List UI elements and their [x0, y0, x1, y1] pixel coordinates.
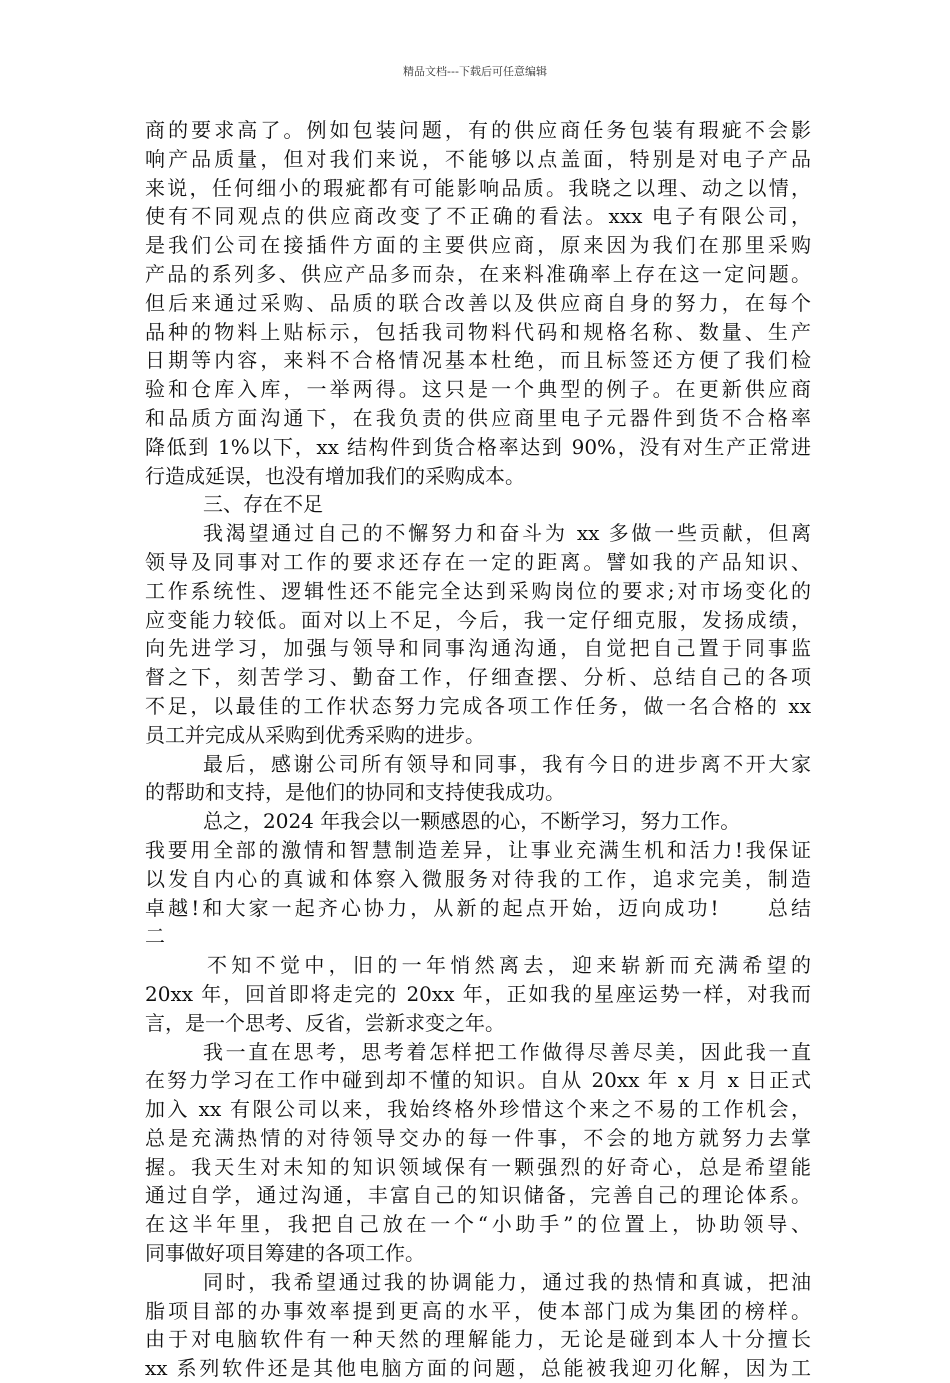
text-line: 产品的系列多、供应产品多而杂，在来料准确率上存在这一定问题。 [145, 261, 811, 286]
text-line: 商的要求高了。例如包装问题，有的供应商任务包装有瑕疵不会影 [145, 118, 811, 142]
text-line: 握。我天生对未知的知识领域保有一颗强烈的好奇心，总是希望能 [145, 1154, 811, 1179]
section-heading: 三、存在不足 [203, 492, 323, 517]
text-line: 我要用全部的激情和智慧制造差异，让事业充满生机和活力!我保证 [145, 837, 811, 862]
text-line: 我渴望通过自己的不懈努力和奋斗为 xx 多做一些贡献，但离 [203, 521, 811, 546]
text-line: 督之下，刻苦学习、勤奋工作，仔细查摆、分析、总结自己的各项 [145, 665, 811, 690]
text-line: 总是充满热情的对待领导交办的每一件事，不会的地方就努力去掌 [145, 1125, 811, 1150]
text-line: 向先进学习，加强与领导和同事沟通沟通，自觉把自己置于同事监 [145, 636, 811, 661]
text-line: 言，是一个思考、反省，尝新求变之年。 [145, 1010, 505, 1035]
page-header: 精品文档---下载后可任意编辑 [403, 65, 547, 78]
text-line: 总之，2024 年我会以一颗感恩的心，不断学习，努力工作。 [203, 809, 741, 834]
text-line: xx 系列软件还是其他电脑方面的问题，总能被我迎刃化解，因为工 [145, 1356, 811, 1381]
text-line: 降低到 1%以下，xx 结构件到货合格率达到 90%，没有对生产正常进 [145, 434, 811, 459]
text-line: 和品质方面沟通下，在我负责的供应商里电子元器件到货不合格率 [145, 405, 811, 430]
text-line: 不知不觉中，旧的一年悄然离去，迎来崭新而充满希望的 [207, 953, 811, 978]
text-line: 以发自内心的真诚和体察入微服务对待我的工作，追求完美，制造 [145, 866, 811, 891]
document-body [145, 116, 811, 1383]
text-line: 脂项目部的办事效率提到更高的水平，使本部门成为集团的榜样。 [145, 1298, 811, 1323]
text-line: 在这半年里，我把自己放在一个“小助手”的位置上，协助领导、 [145, 1212, 811, 1237]
text-line: 品种的物料上贴标示，包括我司物料代码和规格名称、数量、生产 [145, 319, 811, 344]
text-line: 不足，以最佳的工作状态努力完成各项工作任务，做一名合格的 xx [145, 693, 811, 718]
text-line: 应变能力较低。面对以上不足，今后，我一定仔细克服，发扬成绩， [145, 607, 811, 632]
text-line: 同事做好项目筹建的各项工作。 [145, 1241, 425, 1266]
text-line: 同时，我希望通过我的协调能力，通过我的热情和真诚，把油 [203, 1269, 811, 1294]
text-line: 响产品质量，但对我们来说，不能够以点盖面，特别是对电子产品 [145, 146, 811, 171]
text-line: 使有不同观点的供应商改变了不正确的看法。xxx 电子有限公司， [145, 204, 811, 229]
text-line: 验和仓库入库，一举两得。这只是一个典型的例子。在更新供应商 [145, 377, 811, 402]
text-line: 工作系统性、逻辑性还不能完全达到采购岗位的要求;对市场变化的 [145, 578, 811, 603]
text-line: 卓越!和大家一起齐心协力，从新的起点开始，迈向成功! 总结 [145, 895, 811, 920]
text-line: 20xx 年，回首即将走完的 20xx 年，正如我的星座运势一样，对我而 [145, 981, 811, 1006]
text-line: 由于对电脑软件有一种天然的理解能力，无论是碰到本人十分擅长 [145, 1327, 811, 1352]
text-line: 我一直在思考，思考着怎样把工作做得尽善尽美，因此我一直 [203, 1039, 811, 1064]
text-line: 在努力学习在工作中碰到却不懂的知识。自从 20xx 年 x 月 x 日正式 [145, 1068, 811, 1093]
text-line: 行造成延误，也没有增加我们的采购成本。 [145, 463, 525, 488]
text-line: 来说，任何细小的瑕疵都有可能影响品质。我晓之以理、动之以情， [145, 175, 811, 200]
text-line: 通过自学，通过沟通，丰富自己的知识储备，完善自己的理论体系。 [145, 1183, 811, 1208]
text-line: 但后来通过采购、品质的联合改善以及供应商自身的努力，在每个 [145, 290, 811, 315]
text-line: 是我们公司在接插件方面的主要供应商，原来因为我们在那里采购 [145, 233, 811, 258]
text-line: 领导及同事对工作的要求还存在一定的距离。譬如我的产品知识、 [145, 549, 811, 574]
text-line: 加入 xx 有限公司以来，我始终格外珍惜这个来之不易的工作机会， [145, 1097, 811, 1122]
text-line: 员工并完成从采购到优秀采购的进步。 [145, 722, 485, 747]
text-line: 的帮助和支持，是他们的协同和支持使我成功。 [145, 780, 565, 805]
text-line: 最后，感谢公司所有领导和同事，我有今日的进步离不开大家 [203, 751, 811, 776]
text-line: 日期等内容，来料不合格情况基本杜绝，而且标签还方便了我们检 [145, 348, 811, 373]
text-line: 二 [145, 924, 165, 949]
